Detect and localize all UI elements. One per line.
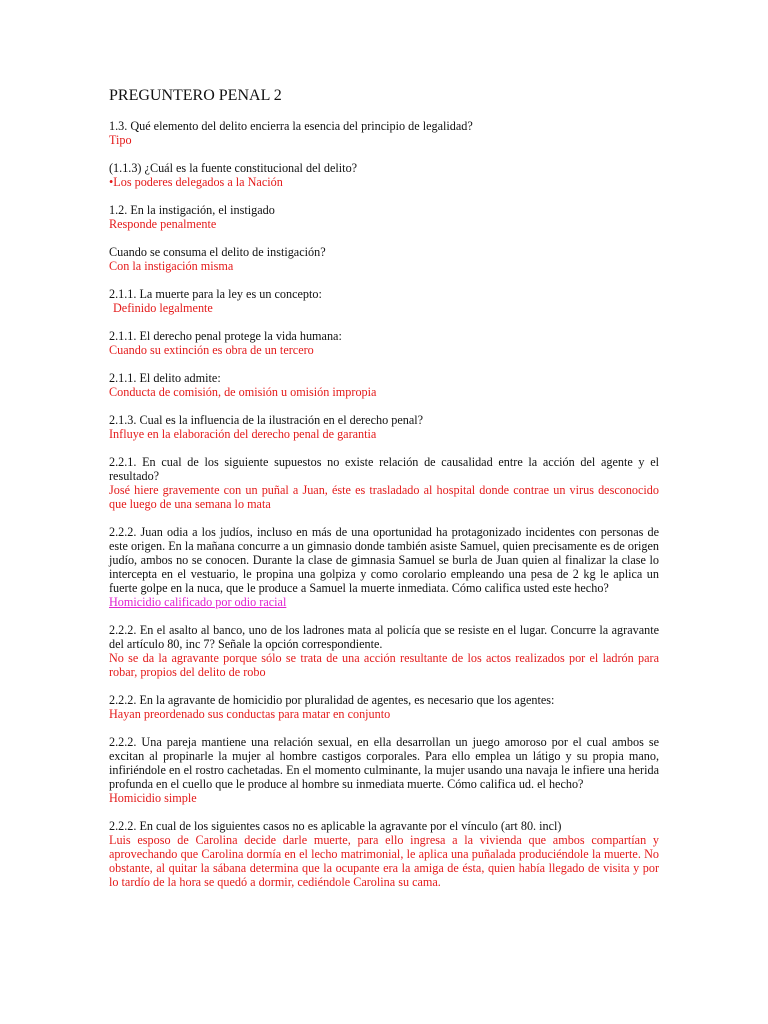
answer-text: Homicidio simple xyxy=(109,791,197,805)
answer-text: Conducta de comisión, de omisión u omisión impropia xyxy=(109,385,377,399)
qa-item xyxy=(109,413,659,441)
question-text: 2.1.1. La muerte para la ley es un concepto: xyxy=(109,287,322,301)
question-text: 1.3. Qué elemento del delito encierra la esencia del principio de legalidad? xyxy=(109,119,473,133)
question-text: 2.1.1. El delito admite: xyxy=(109,371,221,385)
question-text: 2.2.2. En la agravante de homicidio por pluralidad de agentes, es necesario que los agentes: xyxy=(109,693,555,707)
question-text: 1.2. En la instigación, el instigado xyxy=(109,203,275,217)
qa-item xyxy=(109,819,659,889)
qa-item xyxy=(109,735,659,805)
answer-text: Definido legalmente xyxy=(113,301,213,315)
answer-text: Cuando su extinción es obra de un tercero xyxy=(109,343,314,357)
qa-item xyxy=(109,371,659,399)
answer-text: Luis esposo de Carolina decide darle muerte, para ello ingresa a la vivienda que ambos compartían y aprovechando que Carolina dormía en el lecho matrimonial, le aplica una puñalada produciéndole la muerte. No obstante, al quitar la sábana determina que la ocupante era la amiga de ésta, quien había llegado de visita y por lo tardío de la hora se quedó a dormir, cediéndole Carolina su cama. xyxy=(109,833,659,889)
qa-item xyxy=(109,623,659,679)
qa-item xyxy=(109,525,659,609)
qa-item xyxy=(109,161,659,189)
answer-text: Responde penalmente xyxy=(109,217,217,231)
answer-text: Hayan preordenado sus conductas para matar en conjunto xyxy=(109,707,391,721)
qa-item xyxy=(109,329,659,357)
qa-item xyxy=(109,455,659,511)
qa-item xyxy=(109,245,659,273)
question-text: 2.1.3. Cual es la influencia de la ilustración en el derecho penal? xyxy=(109,413,424,427)
answer-link[interactable]: Homicidio calificado por odio racial xyxy=(109,595,287,609)
qa-item xyxy=(109,287,659,315)
qa-item xyxy=(109,203,659,231)
question-text: Cuando se consuma el delito de instigación? xyxy=(109,245,326,259)
question-text: 2.2.2. En el asalto al banco, uno de los ladrones mata al policía que se resiste en el lugar. Concurre la agravante del artículo 80, inc 7? Señale la opción correspondiente. xyxy=(109,623,659,651)
answer-text: Tipo xyxy=(109,133,132,147)
question-text: 2.2.2. Una pareja mantiene una relación sexual, en ella desarrollan un juego amoroso por el cual ambos se excitan al propinarle la mujer al hombre castigos corporales. Para ello emplea un látigo y su propia mano, infiriéndole en el rostro cachetadas. En el momento culminante, la mujer usando una navaja le infiere una herida profunda en el cuello que le produce al hombre su inmediata muerte. Cómo califica ud. el hecho? xyxy=(109,735,659,791)
answer-text: • Los poderes delegados a la Nación xyxy=(109,175,659,189)
question-text: 2.2.2. En cual de los siguientes casos no es aplicable la agravante por el vínculo (art 80. incl) xyxy=(109,819,562,833)
document-title: PREGUNTERO PENAL 2 xyxy=(109,87,282,104)
answer-text: No se da la agravante porque sólo se trata de una acción resultante de los actos realizados por el ladrón para robar, propios del delito de robo xyxy=(109,651,659,679)
question-text: 2.1.1. El derecho penal protege la vida humana: xyxy=(109,329,342,343)
question-text: 2.2.1. En cual de los siguiente supuestos no existe relación de causalidad entre la acción del agente y el resultado? xyxy=(109,455,659,483)
document-page xyxy=(109,86,659,903)
qa-item xyxy=(109,119,659,147)
answer-text: Influye en la elaboración del derecho penal de garantia xyxy=(109,427,377,441)
qa-item xyxy=(109,693,659,721)
answer-text: José hiere gravemente con un puñal a Juan, éste es trasladado al hospital donde contrae un virus desconocido que luego de una semana lo mata xyxy=(109,483,659,511)
answer-text: Con la instigación misma xyxy=(109,259,234,273)
question-text: 2.2.2. Juan odia a los judíos, incluso en más de una oportunidad ha protagonizado incidentes con personas de este origen. En la mañana concurre a un gimnasio donde también asiste Samuel, quien precisamente es de origen judío, ambos no se conocen. Durante la clase de gimnasia Samuel se burla de Juan quien al finalizar la clase lo intercepta en el vestuario, le propina una golpiza y como corolario empleando una pesa de 2 kg le aplica un fuerte golpe en la nuca, que le produce a Samuel la muerte inmediata. Cómo califica usted este hecho? xyxy=(109,525,659,595)
question-text: (1.1.3) ¿Cuál es la fuente constitucional del delito? xyxy=(109,161,358,175)
